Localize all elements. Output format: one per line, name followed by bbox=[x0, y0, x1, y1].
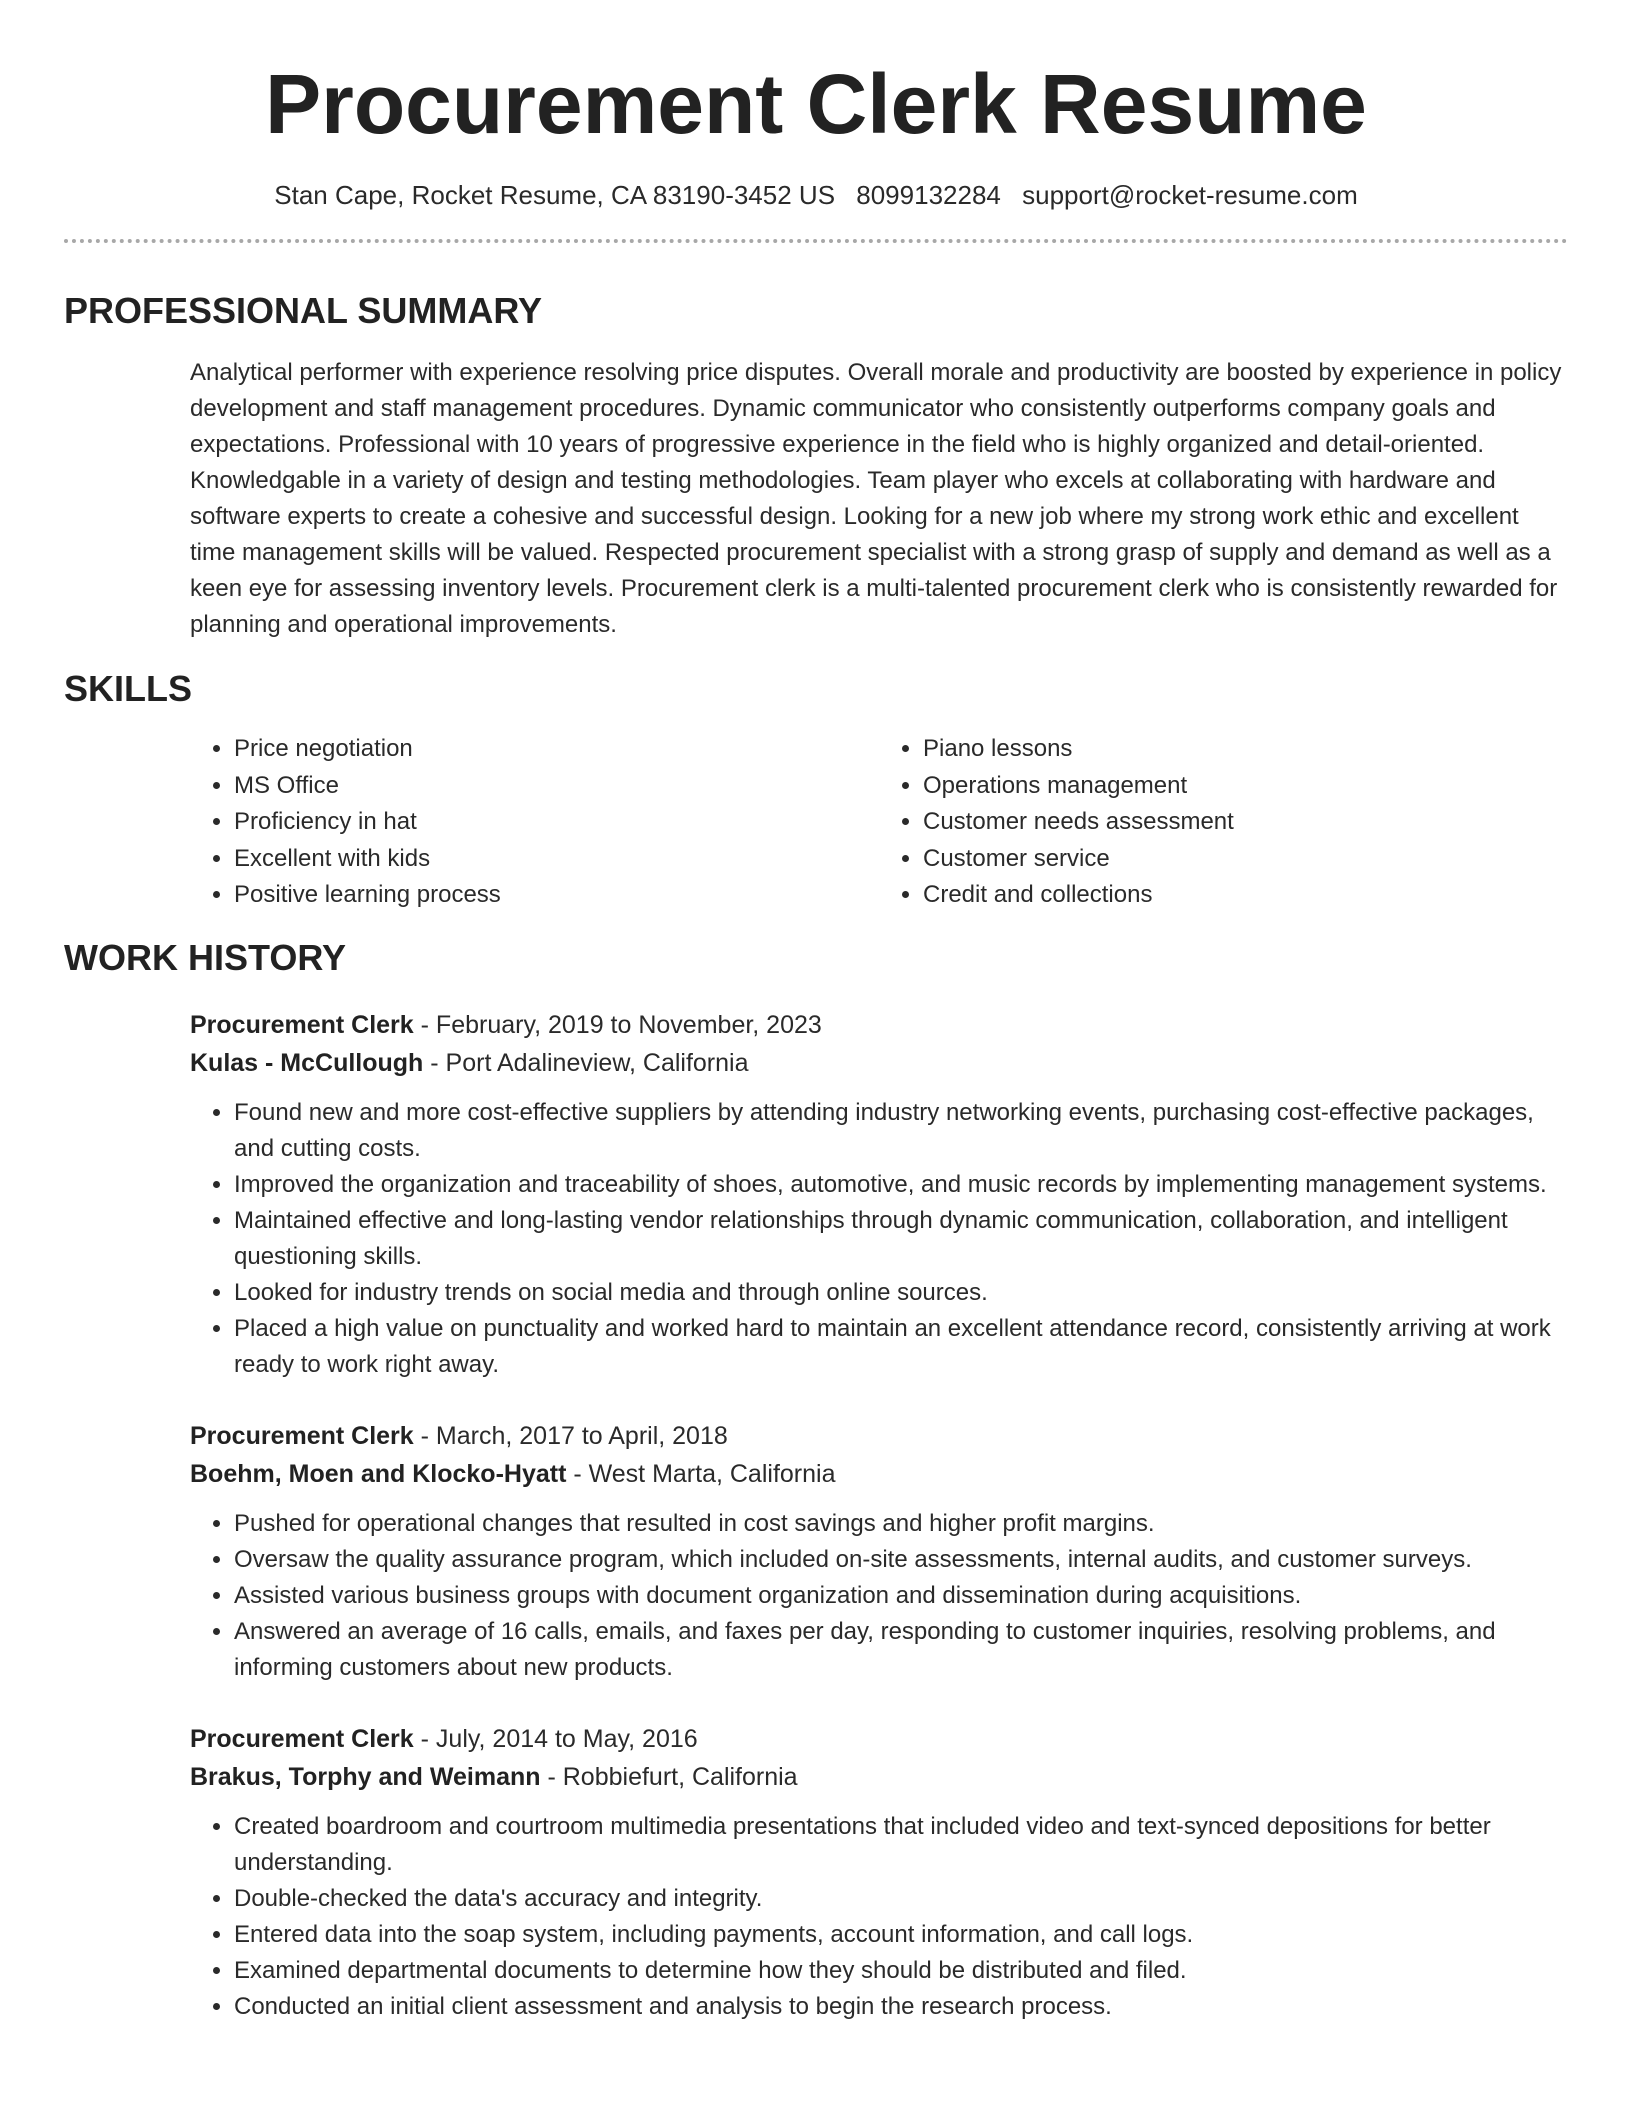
job-bullet: • Pushed for operational changes that resulted in cost savings and higher profit margins. bbox=[234, 1506, 1568, 1542]
job-company: Brakus, Torphy and Weimann bbox=[190, 1762, 541, 1791]
job-bullets bbox=[190, 1095, 1568, 1383]
summary-text: Analytical performer with experience resolving price disputes. Overall morale and productivity are boosted by experience in policy development and staff management procedures. Dynamic communicator who consistently outperforms company goals and expectations. Professional with 10 years of progressive experience in the field who is highly organized and detail-oriented. Knowledgable in a variety of design and testing methodologies. Team player who excels at collaborating with hardware and software experts to create a cohesive and successful design. Looking for a new job where my strong work ethic and excellent time management skills will be valued. Respected procurement specialist with a strong grasp of supply and demand as well as a keen eye for assessing inventory levels. Procurement clerk is a multi-talented procurement clerk who is consistently rewarded for planning and operational improvements. bbox=[190, 359, 1562, 638]
job-title-line bbox=[190, 1720, 1568, 1758]
job-title: Procurement Clerk bbox=[190, 1724, 414, 1753]
contact-line bbox=[64, 178, 1568, 212]
skill-item: • Piano lessons bbox=[923, 731, 1568, 768]
skill-item: • Proficiency in hat bbox=[234, 804, 879, 841]
skill-item: • Price negotiation bbox=[234, 731, 879, 768]
job-bullet: • Found new and more cost-effective suppliers by attending industry networking events, purchasing cost-effective packages, and cutting costs. bbox=[234, 1095, 1568, 1167]
job-bullet: • Entered data into the soap system, including payments, account information, and call logs. bbox=[234, 1917, 1568, 1953]
job-bullet: • Examined departmental documents to determine how they should be distributed and filed. bbox=[234, 1953, 1568, 1989]
job-company-line bbox=[190, 1044, 1568, 1082]
job-dates: - July, 2014 to May, 2016 bbox=[413, 1724, 698, 1753]
skill-item: • Customer needs assessment bbox=[923, 804, 1568, 841]
job-dates: - March, 2017 to April, 2018 bbox=[413, 1421, 728, 1450]
job-title: Procurement Clerk bbox=[190, 1421, 414, 1450]
skills-list-left bbox=[190, 731, 879, 914]
job-bullet: • Looked for industry trends on social media and through online sources. bbox=[234, 1275, 1568, 1311]
skill-item: • MS Office bbox=[234, 768, 879, 805]
contact-email: support@rocket-resume.com bbox=[1022, 180, 1358, 210]
skill-item: • Customer service bbox=[923, 841, 1568, 878]
job-bullets bbox=[190, 1506, 1568, 1686]
skill-item: • Operations management bbox=[923, 768, 1568, 805]
job-bullet: • Oversaw the quality assurance program, which included on-site assessments, internal audits, and customer surveys. bbox=[234, 1542, 1568, 1578]
resume-page bbox=[64, 0, 1568, 2025]
job-title-line bbox=[190, 1417, 1568, 1455]
job-entry bbox=[190, 1417, 1568, 1686]
job-dates: - February, 2019 to November, 2023 bbox=[413, 1010, 822, 1039]
skills-heading: SKILLS bbox=[64, 668, 193, 709]
resume-title: Procurement Clerk Resume bbox=[265, 57, 1367, 151]
skill-item: • Positive learning process bbox=[234, 877, 879, 914]
job-entry bbox=[190, 1006, 1568, 1383]
job-bullet: • Conducted an initial client assessment and analysis to begin the research process. bbox=[234, 1989, 1568, 2025]
job-bullet: • Assisted various business groups with document organization and dissemination during acquisitions. bbox=[234, 1578, 1568, 1614]
job-bullet: • Answered an average of 16 calls, emails, and faxes per day, responding to customer inquiries, resolving problems, and informing customers about new products. bbox=[234, 1614, 1568, 1686]
job-bullet: • Improved the organization and traceability of shoes, automotive, and music records by implementing management systems. bbox=[234, 1167, 1568, 1203]
job-bullet: • Double-checked the data's accuracy and integrity. bbox=[234, 1881, 1568, 1917]
skill-item: • Credit and collections bbox=[923, 877, 1568, 914]
job-title: Procurement Clerk bbox=[190, 1010, 414, 1039]
job-company-line bbox=[190, 1758, 1568, 1796]
job-bullet: • Created boardroom and courtroom multimedia presentations that included video and text-synced depositions for better understanding. bbox=[234, 1809, 1568, 1881]
skills-grid bbox=[190, 731, 1568, 914]
job-company: Boehm, Moen and Klocko-Hyatt bbox=[190, 1459, 567, 1488]
job-location: - Robbiefurt, California bbox=[540, 1762, 798, 1791]
header-divider bbox=[64, 239, 1568, 243]
job-bullet: • Placed a high value on punctuality and worked hard to maintain an excellent attendance record, consistently arriving at work ready to work right away. bbox=[234, 1311, 1568, 1383]
contact-address: Stan Cape, Rocket Resume, CA 83190-3452 US bbox=[274, 180, 836, 210]
job-location: - Port Adalineview, California bbox=[423, 1048, 749, 1077]
skill-item: • Excellent with kids bbox=[234, 841, 879, 878]
job-location: - West Marta, California bbox=[566, 1459, 836, 1488]
job-company: Kulas - McCullough bbox=[190, 1048, 424, 1077]
job-title-line bbox=[190, 1006, 1568, 1044]
summary-heading: PROFESSIONAL SUMMARY bbox=[64, 290, 543, 331]
skills-list-right bbox=[879, 731, 1568, 914]
job-bullets bbox=[190, 1809, 1568, 2025]
job-entry bbox=[190, 1720, 1568, 2025]
contact-phone: 8099132284 bbox=[856, 180, 1001, 210]
job-bullet: • Maintained effective and long-lasting vendor relationships through dynamic communication, collaboration, and intelligent questioning skills. bbox=[234, 1203, 1568, 1275]
job-company-line bbox=[190, 1455, 1568, 1493]
work-history-heading: WORK HISTORY bbox=[64, 936, 347, 978]
